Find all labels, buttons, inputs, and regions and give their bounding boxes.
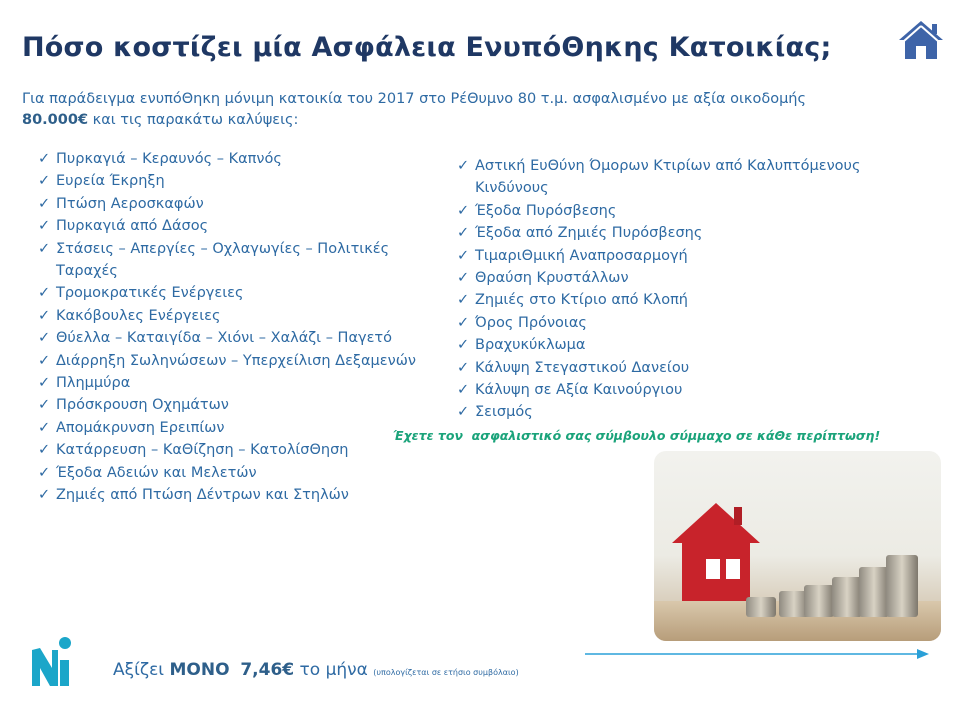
coverage-item — [36, 417, 431, 439]
coverage-item — [455, 245, 905, 267]
coverage-item — [36, 238, 431, 283]
coverage-item — [36, 327, 431, 349]
coverage-item — [455, 267, 905, 289]
coverage-label: Θύελλα – Καταιγίδα – Χιόνι – Χαλάζι – Παγετό — [56, 330, 393, 347]
coverage-label: Όρος Πρόνοιας — [475, 314, 587, 331]
coverage-label: Σεισμός — [475, 404, 533, 421]
coverage-item — [36, 462, 431, 484]
arrow-right-icon — [585, 646, 930, 660]
coverage-label: Κακόβουλες Ενέργειες — [56, 307, 221, 324]
coverage-item — [36, 215, 431, 237]
check-icon: ✓ — [38, 487, 51, 504]
check-icon: ✓ — [38, 151, 51, 167]
check-icon: ✓ — [457, 225, 470, 242]
coverage-label: ΤιμαριΘμική Αναπροσαρμογή — [475, 247, 688, 264]
coverage-label: Τρομοκρατικές Ενέργειες — [56, 285, 244, 302]
check-icon: ✓ — [457, 382, 470, 399]
coverage-label: Έξοδα Αδειών και Μελετών — [56, 464, 257, 481]
insured-amount: 80.000€ — [22, 112, 89, 128]
check-icon: ✓ — [457, 292, 470, 309]
coverage-item — [36, 372, 431, 394]
home-icon — [896, 18, 946, 62]
coverage-label: Πτώση Αεροσκαφών — [56, 195, 204, 212]
coverage-label: Έξοδα Πυρόσβεσης — [475, 202, 617, 219]
house-and-coins-photo — [654, 451, 941, 641]
check-icon: ✓ — [457, 202, 470, 219]
coverage-item — [455, 334, 905, 356]
coverage-label: Πυρκαγιά – Κεραυνός – Καπνός — [56, 151, 282, 167]
check-icon: ✓ — [457, 359, 470, 376]
coverage-item — [36, 484, 431, 506]
coverage-item — [36, 282, 431, 304]
advisor-tagline: Έχετε τον ασφαλιστικό σας σύμβουλο σύμμαχο σε κάΘε περίπτωση! — [393, 428, 881, 443]
coverage-item — [455, 222, 905, 244]
coverage-item — [36, 305, 431, 327]
price-value: 7,46€ — [240, 660, 295, 680]
price-prefix: Αξίζει — [113, 660, 170, 680]
coverage-label: Κάλυψη σε Αξία Καινούργιου — [475, 382, 683, 399]
check-icon: ✓ — [457, 247, 470, 264]
coverage-label: Κατάρρευση – ΚαΘίζηση – ΚατολίσΘηση — [56, 442, 349, 459]
coverage-label: Απομάκρυνση Ερειπίων — [56, 419, 225, 436]
check-icon: ✓ — [38, 375, 51, 392]
coverage-item — [36, 439, 431, 461]
intro-text — [22, 89, 922, 131]
company-logo — [28, 634, 74, 688]
check-icon: ✓ — [38, 419, 51, 436]
coverage-list-right — [455, 155, 905, 424]
check-icon: ✓ — [38, 307, 51, 324]
coverage-item — [455, 357, 905, 379]
check-icon: ✓ — [38, 397, 51, 414]
check-icon: ✓ — [457, 158, 470, 174]
coverage-label: Πλημμύρα — [56, 375, 131, 392]
coverage-label: Στάσεις – Απεργίες – Οχλαγωγίες – Πολιτικές Ταραχές — [56, 240, 390, 280]
coverage-item — [455, 289, 905, 311]
coverage-item — [455, 200, 905, 222]
check-icon: ✓ — [38, 240, 51, 257]
intro-line-2 — [22, 110, 922, 131]
check-icon: ✓ — [457, 270, 470, 287]
check-icon: ✓ — [38, 195, 51, 212]
coverage-item — [36, 170, 431, 192]
check-icon: ✓ — [38, 464, 51, 481]
check-icon: ✓ — [457, 314, 470, 331]
coverage-label: Θραύση Κρυστάλλων — [475, 270, 629, 287]
check-icon: ✓ — [38, 218, 51, 235]
coverage-label: Ζημιές από Πτώση Δέντρων και Στηλών — [56, 487, 349, 504]
check-icon: ✓ — [38, 442, 51, 459]
check-icon: ✓ — [457, 404, 470, 421]
check-icon: ✓ — [457, 337, 470, 354]
price-note: (υπολογίζεται σε ετήσιο συμβόλαιο) — [373, 668, 519, 677]
coverage-item — [36, 193, 431, 215]
coverage-label: Κάλυψη Στεγαστικού Δανείου — [475, 359, 690, 376]
coverage-item — [455, 401, 905, 423]
coverage-item — [455, 155, 905, 200]
price-footer — [113, 660, 519, 680]
coverage-label: Αστική ΕυΘύνη Όμορων Κτιρίων από Καλυπτόμενους Κινδύνους — [475, 158, 861, 197]
coverage-item — [455, 312, 905, 334]
price-mono: ΜΟΝΟ — [169, 660, 230, 680]
check-icon: ✓ — [38, 330, 51, 347]
coverage-label: Πυρκαγιά από Δάσος — [56, 218, 209, 235]
coverage-label: Ευρεία Έκρηξη — [56, 173, 165, 190]
coverage-label: Ζημιές στο Κτίριο από Κλοπή — [475, 292, 688, 309]
coverage-item — [455, 379, 905, 401]
price-suffix: το μήνα — [294, 660, 374, 680]
page-title: Πόσο κοστίζει μία Ασφάλεια ΕνυπόΘηκης Κατοικίας; — [22, 32, 832, 63]
coverage-item — [36, 148, 431, 170]
intro-line-2-rest: και τις παρακάτω καλύψεις: — [88, 112, 299, 128]
coverage-label: Έξοδα από Ζημιές Πυρόσβεσης — [475, 225, 703, 242]
coverage-item — [36, 350, 431, 372]
coverage-label: Πρόσκρουση Οχημάτων — [56, 397, 229, 414]
check-icon: ✓ — [38, 173, 51, 190]
coverage-list-left — [36, 148, 431, 507]
check-icon: ✓ — [38, 285, 51, 302]
coverage-label: Διάρρηξη Σωληνώσεων – Υπερχείλιση Δεξαμενών — [56, 352, 416, 369]
check-icon: ✓ — [38, 352, 51, 369]
intro-line-1: Για παράδειγμα ενυπόΘηκη μόνιμη κατοικία του 2017 στο ΡέΘυμνο 80 τ.μ. ασφαλισμένο με αξία οικοδομής — [22, 91, 807, 107]
coverage-item — [36, 394, 431, 416]
coverage-label: Βραχυκύκλωμα — [475, 337, 586, 354]
